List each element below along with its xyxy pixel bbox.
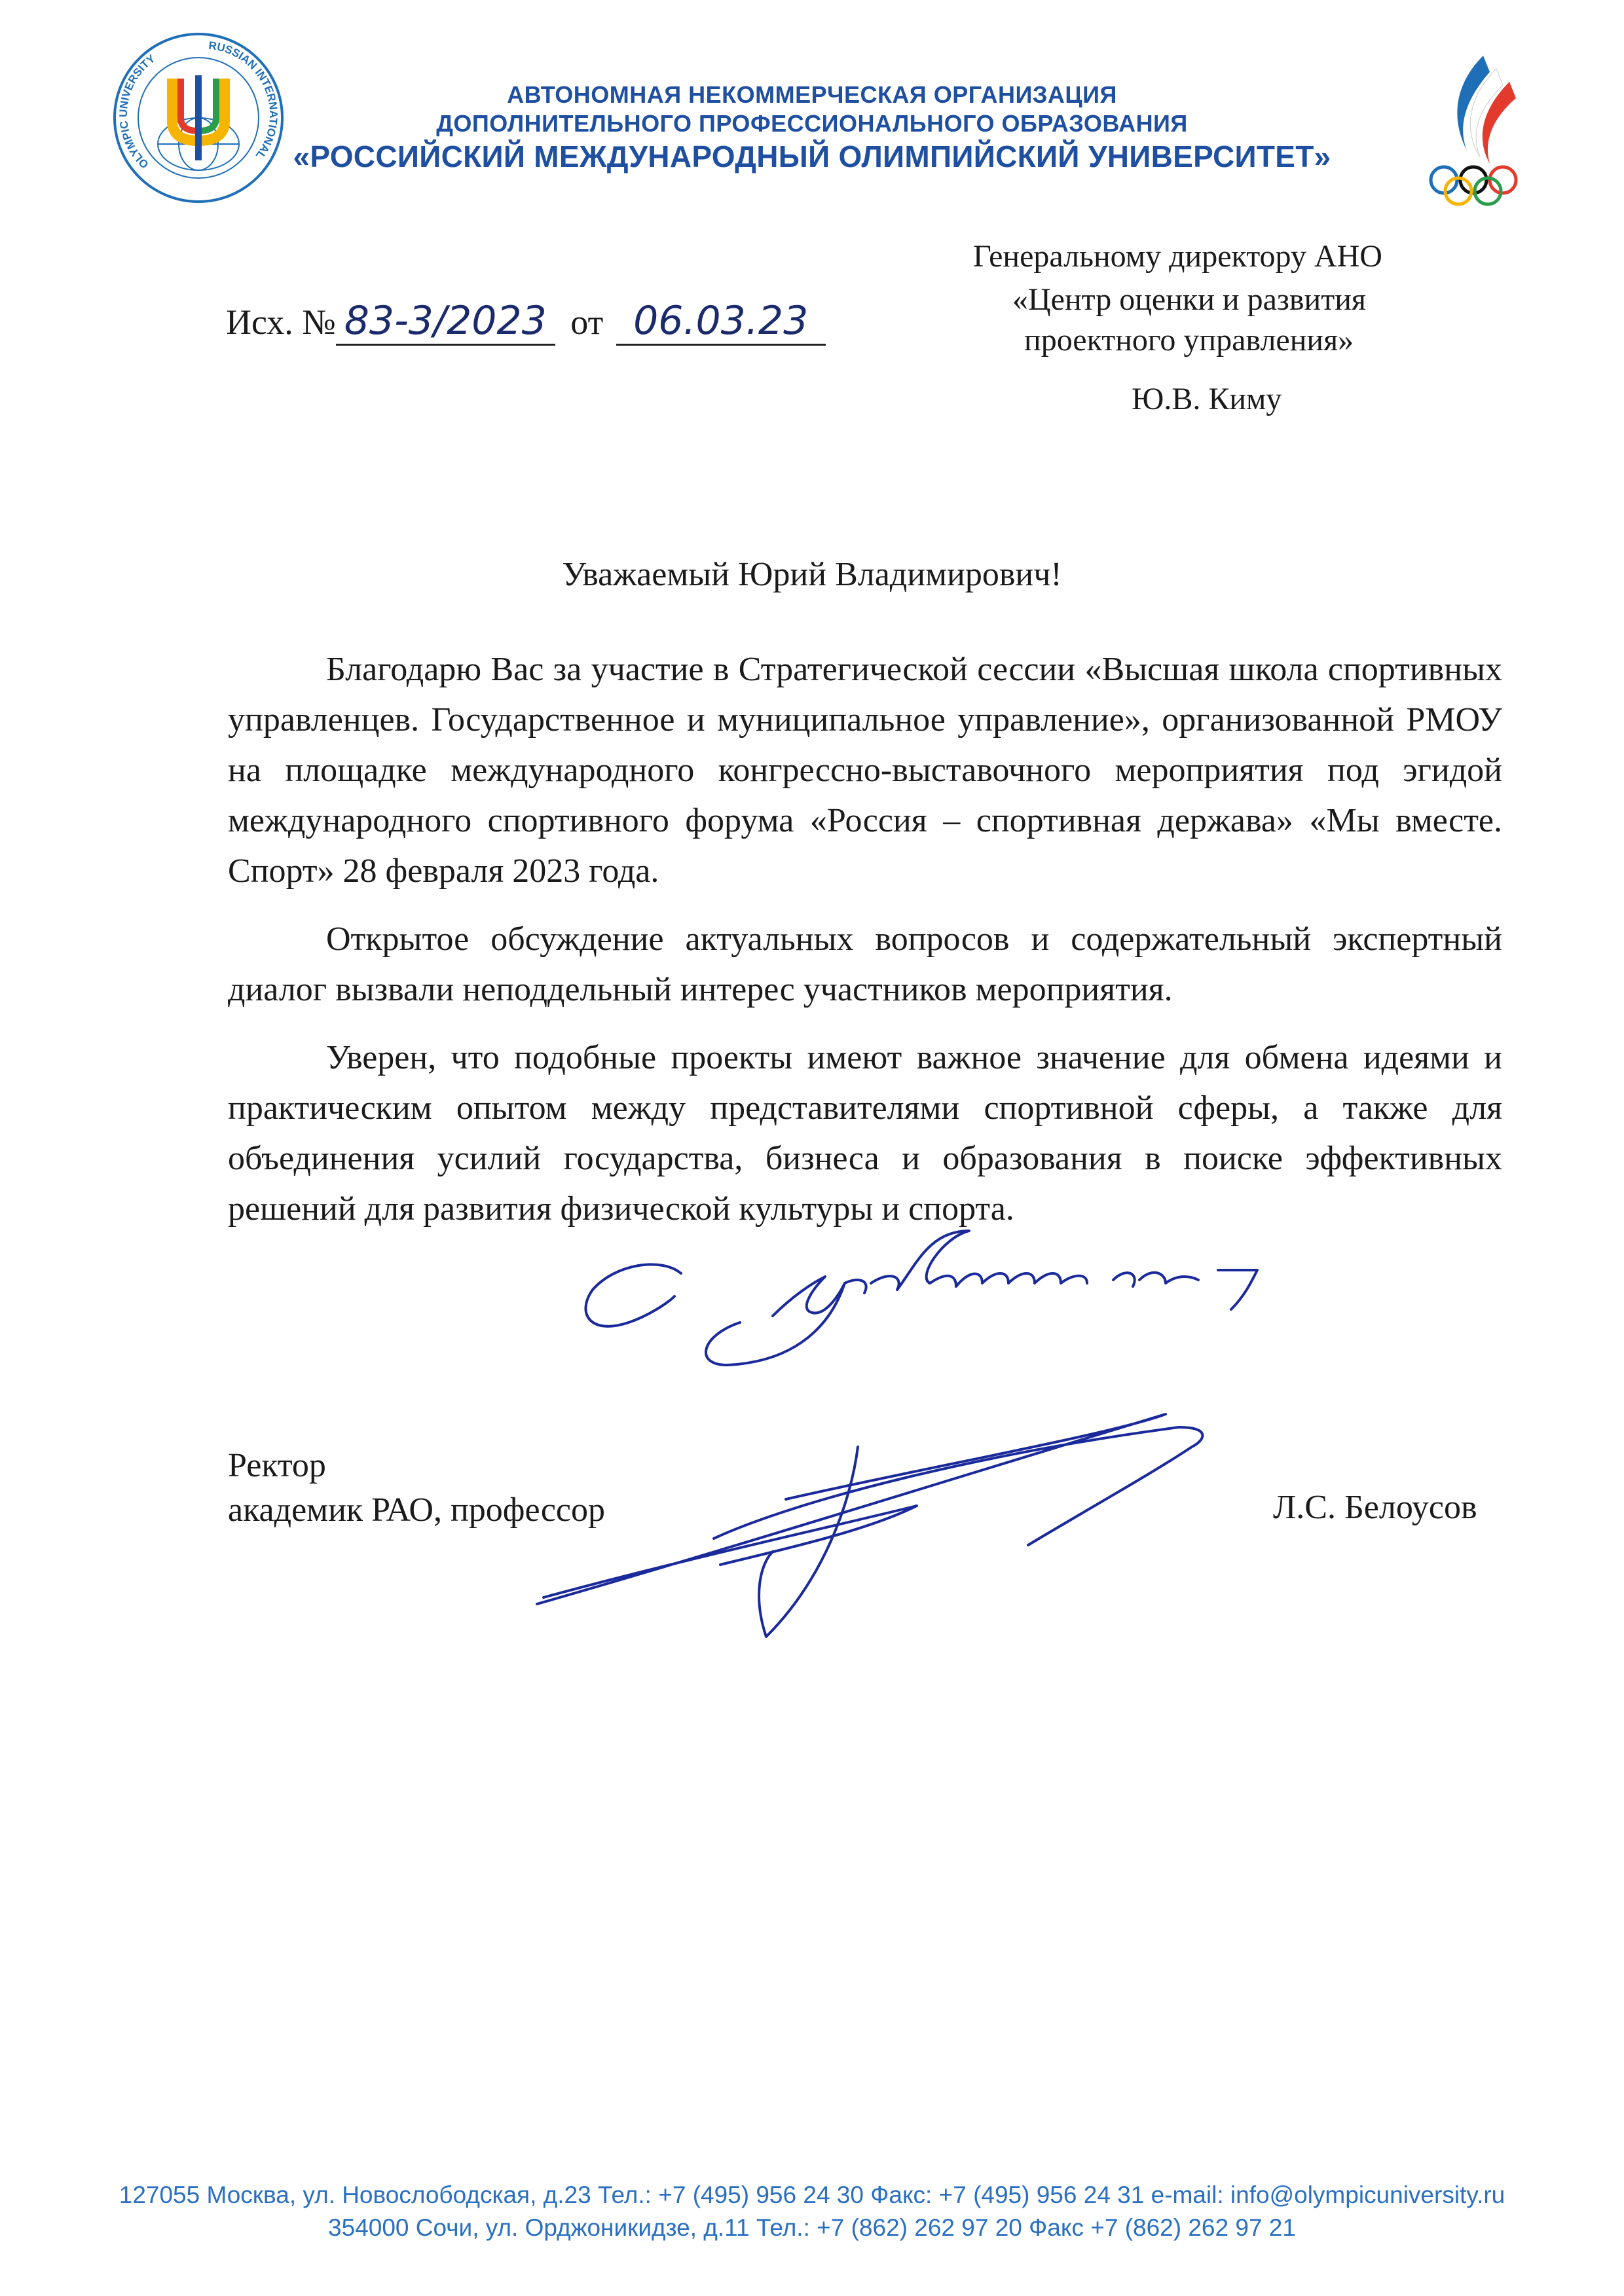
addressee-line3: проектного управления» — [1024, 323, 1354, 357]
paragraph: Открытое обсуждение актуальных вопросов и содержательный экспертный диалог вызвали неподдельный интерес участников мероприятия. — [228, 920, 1502, 1008]
org-education-line: ДОПОЛНИТЕЛЬНОГО ПРОФЕССИОНАЛЬНОГО ОБРАЗОВАНИЯ — [436, 110, 1188, 137]
addressee-line1: Генеральному директору АНО — [973, 239, 1382, 274]
emblem-text-left: OLYMPIC UNIVERSITY — [117, 52, 158, 171]
handwritten-closing — [563, 1218, 1414, 1414]
reference-number: 83-3/2023 — [344, 298, 547, 344]
org-type-line: АВТОНОМНАЯ НЕКОММЕРЧЕСКАЯ ОРГАНИЗАЦИЯ — [507, 81, 1117, 108]
reference-prefix: Исх. № — [226, 302, 336, 342]
reference-date: 06.03.23 — [633, 298, 809, 344]
addressee-name: Ю.В. Киму — [1132, 382, 1282, 416]
footer-sochi-address: 354000 Сочи, ул. Орджоникидзе, д.11 Тел.: +7 (862) 262 97 20 Факс +7 (862) 262 97 21 — [328, 2214, 1296, 2241]
paragraph: Уверен, что подобные проекты имеют важное значение для обмена идеями и практическим опытом между представителями спортивной сферы, а также для объединения усилий государства, бизнеса и образования в поиске эффективных решений для развития физической культуры и спорта. — [228, 1039, 1502, 1228]
paragraph: Благодарю Вас за участие в Стратегической сессии «Высшая школа спортивных управленцев. Государственное и муниципальное управление», организованной РМОУ на площадке международного конгрессно-выставочного мероприятия под эгидой международного спортивного форума «Россия – спортивная держава» «Мы вместе. Спорт» 28 февраля 2023 года. — [228, 651, 1502, 890]
signatory-name: Л.С. Белоусов — [1273, 1489, 1477, 1526]
signatory-position: Ректор — [228, 1447, 326, 1484]
reference-from: от — [570, 302, 604, 342]
letter-body — [228, 644, 1502, 1252]
footer-moscow-address: 127055 Москва, ул. Новослободская, д.23 Тел.: +7 (495) 956 24 30 Факс: +7 (495) 956 24 31 e-mail: info@olympicuniversity.ru — [119, 2181, 1505, 2208]
addressee-block — [973, 238, 1382, 418]
emblem-text-right: RUSSIAN INTERNATIONAL — [208, 39, 280, 162]
greeting: Уважаемый Юрий Владимирович! — [562, 556, 1062, 593]
org-name: «РОССИЙСКИЙ МЕЖДУНАРОДНЫЙ ОЛИМПИЙСКИЙ УНИВЕРСИТЕТ» — [293, 139, 1331, 173]
addressee-line2: «Центр оценки и развития — [1012, 282, 1366, 317]
signatory-degrees: академик РАО, профессор — [228, 1491, 606, 1529]
outgoing-reference — [226, 298, 826, 346]
signature-scribble — [524, 1401, 1277, 1663]
